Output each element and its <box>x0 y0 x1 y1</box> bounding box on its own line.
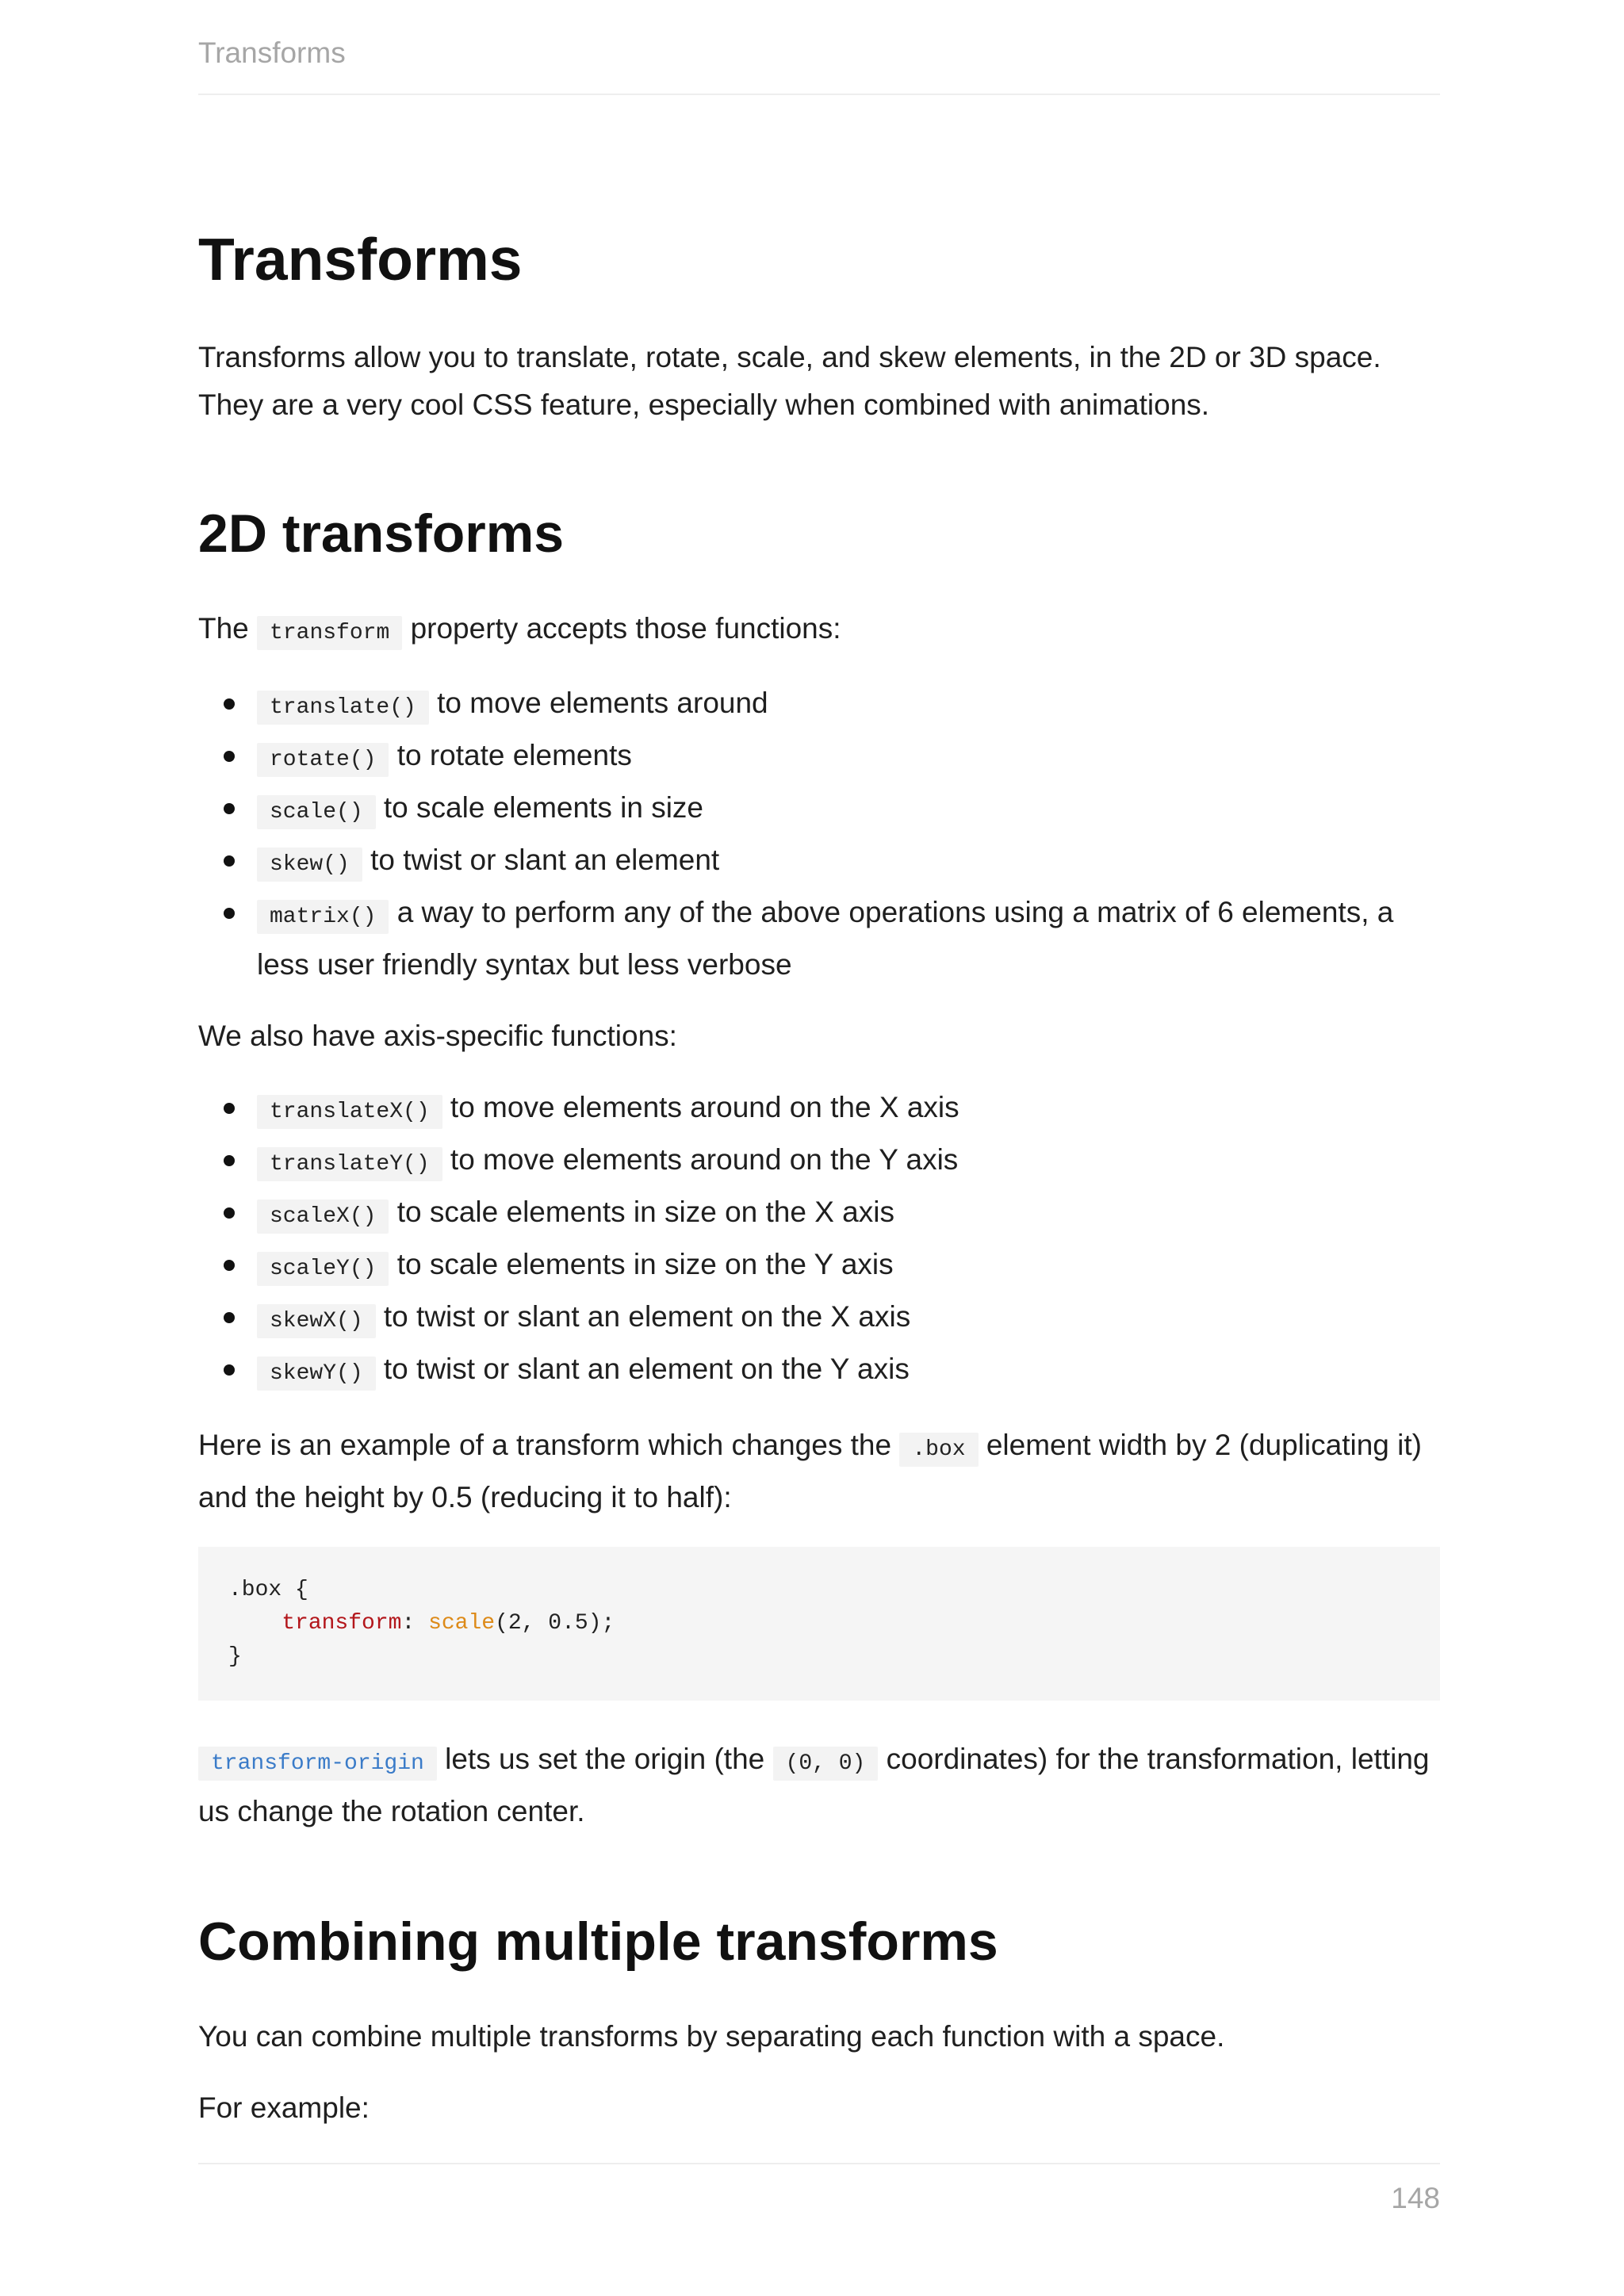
origin-text-1: lets us set the origin (the <box>445 1743 765 1775</box>
code-function: scale <box>428 1611 496 1636</box>
inline-code-box: .box <box>899 1433 978 1467</box>
list-item-text: to twist or slant an element on the X axis <box>383 1300 911 1333</box>
inline-code: rotate() <box>257 743 389 777</box>
lead-text-before: The <box>198 612 249 645</box>
section-heading-combining: Combining multiple transforms <box>198 1911 998 1972</box>
page-content <box>198 226 1440 2132</box>
list-item-text: to move elements around on the Y axis <box>450 1143 959 1176</box>
origin-paragraph <box>198 1735 1440 1835</box>
list-item-text: to twist or slant an element <box>370 844 720 876</box>
list-item-text: to scale elements in size on the X axis <box>396 1196 894 1228</box>
list-item-text: to scale elements in size <box>383 791 703 824</box>
list-item-text: to scale elements in size on the Y axis <box>396 1248 894 1280</box>
inline-code-transform: transform <box>257 616 402 650</box>
inline-code-transform-origin[interactable]: transform-origin <box>198 1747 437 1781</box>
code-property: transform <box>282 1611 402 1636</box>
list-item <box>198 732 1440 784</box>
page-title: Transforms <box>198 226 523 293</box>
intro-paragraph <box>198 334 1440 429</box>
list-item <box>198 1293 1440 1345</box>
inline-code: skewX() <box>257 1304 376 1338</box>
code-indent <box>228 1611 282 1636</box>
origin-text-2: coordinates) for the transformation, letting us change the rotation center. <box>198 1743 1430 1827</box>
inline-code: skewY() <box>257 1357 376 1391</box>
function-list <box>198 679 1440 989</box>
code-args: (2, 0.5); <box>495 1611 615 1636</box>
inline-code: translate() <box>257 691 429 725</box>
list-item <box>198 1188 1440 1241</box>
inline-code: matrix() <box>257 900 389 934</box>
inline-code: skew() <box>257 848 362 882</box>
code-colon: : <box>401 1611 429 1636</box>
inline-code: scaleX() <box>257 1200 389 1234</box>
transform-lead-paragraph <box>198 605 1440 657</box>
lead-text-after: property accepts those functions: <box>410 612 841 645</box>
header-divider <box>198 94 1440 95</box>
list-item <box>198 889 1440 989</box>
example-paragraph <box>198 1422 1440 1521</box>
section-heading-2d: 2D transforms <box>198 503 565 564</box>
intro-line-1: Transforms allow you to translate, rotate, scale, and skew elements, in the 2D or 3D space. <box>198 341 1381 373</box>
document-page <box>198 0 1440 2296</box>
inline-code: translateY() <box>257 1147 442 1181</box>
inline-code-coords: (0, 0) <box>773 1747 879 1781</box>
inline-code: scale() <box>257 795 376 829</box>
code-line-3: } <box>228 1644 242 1669</box>
list-item-text: to move elements around on the X axis <box>450 1091 959 1123</box>
list-item-text: to move elements around <box>437 687 768 719</box>
combining-paragraph: You can combine multiple transforms by separating each function with a space. <box>198 2020 1225 2053</box>
list-item <box>198 1345 1440 1398</box>
list-item <box>198 836 1440 889</box>
list-item-text: to twist or slant an element on the Y axis <box>383 1353 910 1385</box>
intro-line-2: They are a very cool CSS feature, especially when combined with animations. <box>198 388 1210 421</box>
list-item-text: a way to perform any of the above operations using a matrix of 6 elements, a less user friendly syntax but less verbose <box>257 896 1394 981</box>
axis-lead-paragraph: We also have axis-specific functions: <box>198 1020 677 1052</box>
list-item <box>198 1084 1440 1136</box>
list-item-text: to rotate elements <box>396 739 632 771</box>
example-text-before: Here is an example of a transform which changes the <box>198 1429 892 1461</box>
for-example-paragraph: For example: <box>198 2091 370 2124</box>
list-item <box>198 679 1440 732</box>
inline-code: scaleY() <box>257 1252 389 1286</box>
footer-divider <box>198 2163 1440 2164</box>
page-number: 148 <box>1391 2182 1440 2214</box>
running-header: Transforms <box>198 36 346 69</box>
example-text-after: element width by 2 (duplicating it) and the height by 0.5 (reducing it to half): <box>198 1429 1422 1513</box>
list-item <box>198 1241 1440 1293</box>
code-line-1: .box { <box>228 1578 308 1602</box>
axis-function-list <box>198 1084 1440 1398</box>
inline-code: translateX() <box>257 1095 442 1129</box>
list-item <box>198 784 1440 836</box>
code-block <box>198 1547 1440 1701</box>
list-item <box>198 1136 1440 1188</box>
